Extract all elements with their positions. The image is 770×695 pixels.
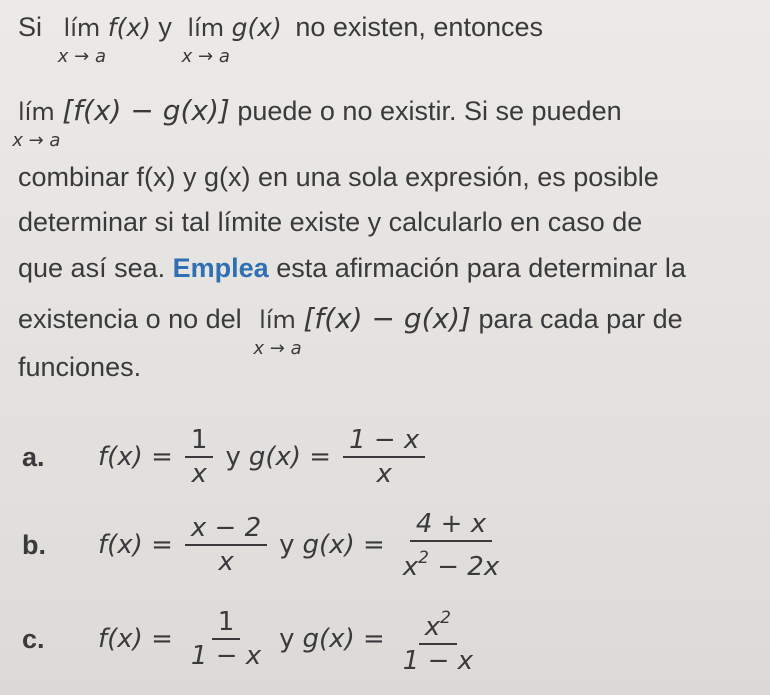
g-num-exponent: 2	[440, 607, 451, 628]
lim-word: lím	[259, 306, 296, 334]
f-fraction	[185, 606, 267, 672]
lim-word: lím	[187, 14, 225, 42]
limit-f	[57, 10, 106, 67]
g-den-rest: − 2x	[428, 551, 500, 582]
intro-line-6-end: para cada par de	[478, 304, 683, 334]
f-fraction	[185, 424, 214, 490]
exercise-expression	[98, 602, 483, 677]
g-fraction	[343, 424, 425, 490]
g-denominator: 1 − x	[402, 645, 474, 676]
intro-line-3: combinar f(x) y g(x) en una sola expresión, es posible	[18, 162, 659, 192]
exercise-label: c.	[22, 623, 45, 654]
g-fraction	[397, 602, 479, 677]
g-num-base: x	[424, 611, 441, 642]
intro-line-2-end: puede o no existir. Si se pueden	[237, 96, 622, 126]
intro-line-4: determinar si tal límite existe y calcularlo en caso de	[18, 207, 643, 237]
intro-si: Si	[18, 12, 43, 42]
limit-difference-2	[253, 302, 302, 359]
lim-subscript: x → a	[181, 46, 230, 67]
exercise-a	[22, 422, 429, 492]
limit-difference	[12, 94, 61, 151]
f-numerator: 1	[212, 606, 241, 640]
lim-subscript: x → a	[12, 130, 61, 151]
intro-line-5-start: que así sea.	[18, 253, 166, 283]
joiner-y: y	[279, 530, 295, 560]
intro-line-1-end: no existen, entonces	[295, 12, 543, 42]
f-prefix: f(x) =	[98, 442, 173, 472]
f-of-x: f(x)	[107, 13, 151, 42]
lim-word: lím	[18, 98, 55, 126]
g-numerator	[419, 602, 457, 645]
intro-line-2	[12, 94, 762, 151]
bracket-expression-2: [f(x) − g(x)]	[303, 302, 471, 335]
lim-word: lím	[63, 14, 101, 42]
f-prefix: f(x) =	[98, 530, 173, 560]
g-prefix: g(x) =	[302, 530, 385, 560]
exercise-label: b.	[22, 529, 46, 560]
g-fraction	[397, 508, 505, 583]
bracket-expression: [f(x) − g(x)]	[62, 94, 230, 127]
joiner-y: y	[225, 442, 241, 472]
intro-line-5-end: esta afirmación para determinar la	[276, 253, 686, 283]
intro-line-7: funciones.	[18, 352, 142, 382]
g-prefix: g(x) =	[248, 442, 332, 472]
g-numerator: 1 − x	[343, 424, 425, 458]
emplea-keyword: Emplea	[172, 253, 269, 283]
exercise-expression	[98, 508, 509, 583]
f-denominator: x	[191, 459, 207, 489]
intro-line-6-start: existencia o no del	[18, 304, 242, 334]
g-den-exponent: 2	[418, 547, 429, 568]
intro-line-1	[18, 10, 762, 67]
f-numerator: 1	[185, 424, 214, 458]
lim-subscript: x → a	[253, 338, 302, 359]
f-denominator: x	[218, 547, 234, 577]
f-numerator: x − 2	[185, 512, 267, 546]
f-prefix: f(x) =	[98, 624, 173, 654]
exercise-c	[22, 604, 483, 674]
g-of-x: g(x)	[231, 13, 282, 42]
intro-line-5	[18, 251, 762, 285]
joiner-y: y	[279, 624, 295, 654]
conjunction-y: y	[158, 12, 172, 42]
g-denominator: x	[376, 459, 392, 489]
lim-subscript: x → a	[57, 46, 106, 67]
limit-g	[181, 10, 230, 67]
exercise-expression	[98, 424, 429, 490]
f-fraction	[185, 512, 267, 578]
g-numerator: 4 + x	[410, 508, 492, 542]
g-denominator	[397, 542, 505, 583]
f-denominator: 1 − x	[190, 641, 262, 671]
exercise-b	[22, 510, 509, 580]
exercise-label: a.	[22, 441, 45, 472]
g-den-base: x	[402, 551, 419, 582]
intro-line-6	[18, 302, 762, 359]
g-prefix: g(x) =	[302, 624, 385, 654]
